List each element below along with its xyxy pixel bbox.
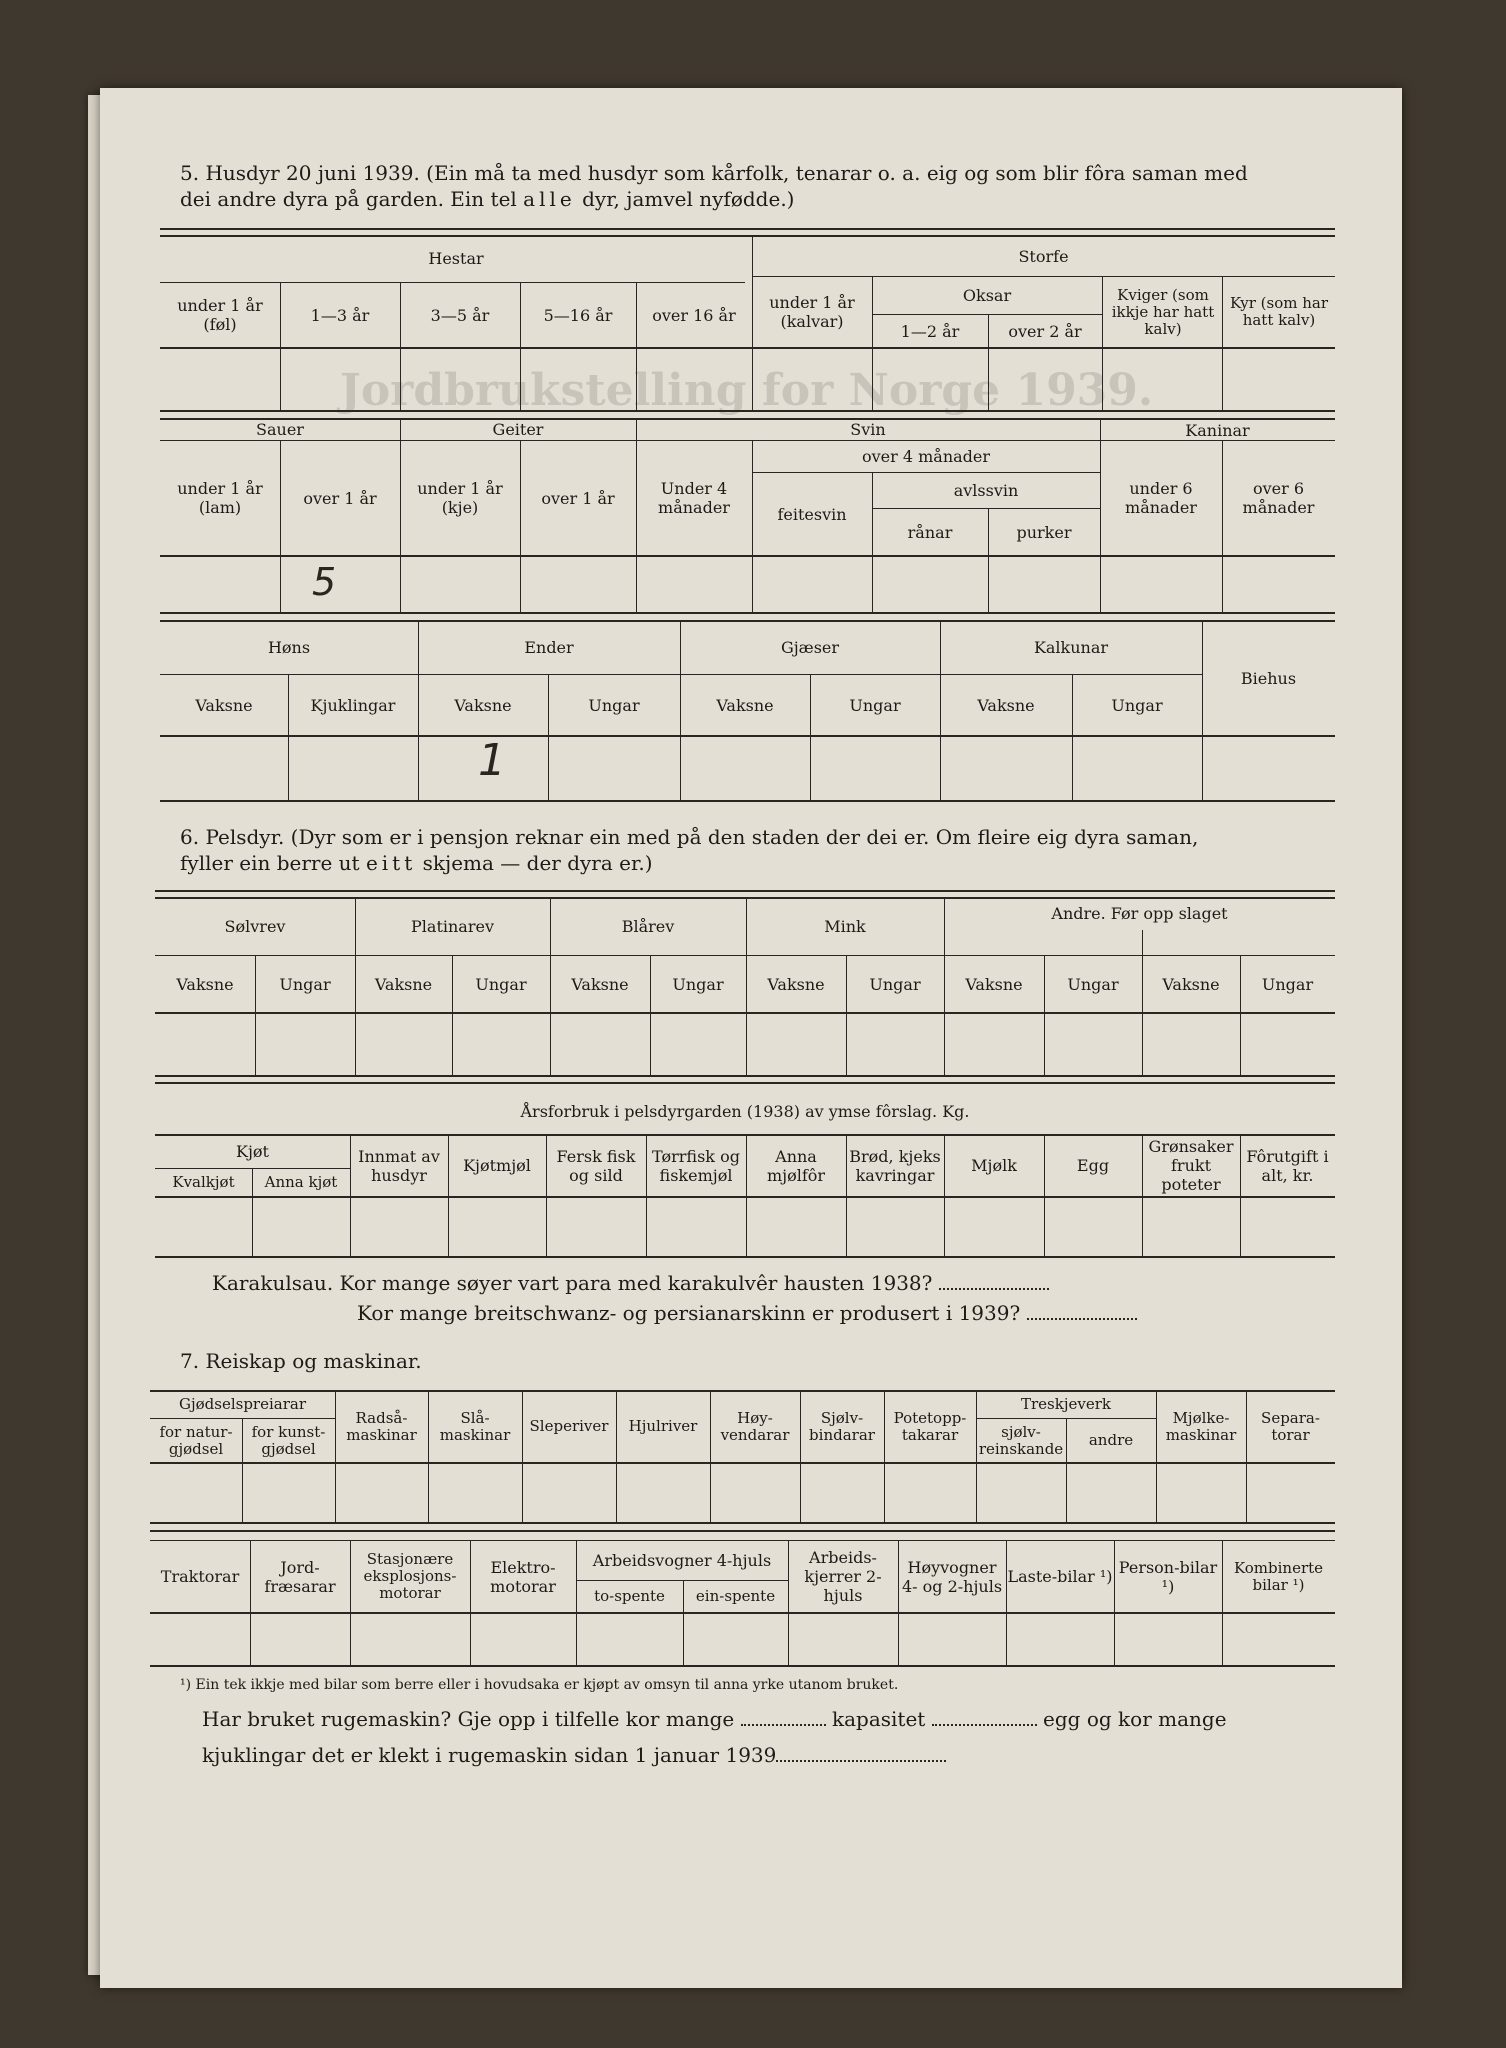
col-forutgift: Fôrutgift i alt, kr. bbox=[1246, 1146, 1329, 1185]
col-hest-5-16: 5—16 år bbox=[543, 305, 613, 325]
col-fersk-fisk: Fersk fisk og sild bbox=[556, 1146, 636, 1185]
col-kvalkjot: Kvalkjøt bbox=[172, 1173, 235, 1191]
col-mink-ungar: Ungar bbox=[869, 974, 921, 994]
col-kalkunar-ungar: Ungar bbox=[1111, 695, 1163, 715]
arsforbruk-title: Årsforbruk i pelsdyrgarden (1938) av ymse fôrslag. Kg. bbox=[520, 1101, 970, 1121]
rugemaskin-kjuklingar: kjuklingar det er klekt i rugemaskin sidan 1 januar 1939 bbox=[202, 1742, 946, 1768]
col-hest-under1: under 1 år (føl) bbox=[177, 296, 263, 334]
col-hest-1-3: 1—3 år bbox=[310, 305, 370, 325]
col-potetopptakarar: Potetopp-takarar bbox=[893, 1408, 967, 1444]
col-andre2-ungar: Ungar bbox=[1261, 974, 1314, 994]
col-sjolvreinskande: sjølv-reinskande bbox=[978, 1422, 1064, 1458]
header-svin: Svin bbox=[850, 419, 886, 439]
col-hoyvendarar: Høy-vendarar bbox=[720, 1408, 790, 1444]
header-gjaeser: Gjæser bbox=[780, 637, 840, 657]
header-blarev: Blårev bbox=[621, 916, 675, 936]
header-mink: Mink bbox=[824, 916, 866, 936]
header-sauer: Sauer bbox=[256, 419, 304, 439]
header-kaninar: Kaninar bbox=[1185, 420, 1250, 440]
col-blarev-ungar: Ungar bbox=[672, 974, 724, 994]
col-sauer-lam: under 1 år (lam) bbox=[177, 479, 263, 517]
col-geiter-kje: under 1 år (kje) bbox=[417, 479, 503, 517]
col-hons-kjuklingar: Kjuklingar bbox=[310, 695, 396, 715]
section-6-heading bbox=[180, 824, 1350, 876]
col-kviger: Kviger (som ikkje har hatt kalv) bbox=[1111, 285, 1215, 338]
col-andre1-vaksne: Vaksne bbox=[965, 974, 1023, 994]
handwritten-sauer-over1: 5 bbox=[312, 560, 337, 604]
col-personbilar: Person-bilar ¹) bbox=[1118, 1557, 1218, 1596]
col-ender-ungar: Ungar bbox=[588, 695, 640, 715]
handwritten-ender-vaksne: 1 bbox=[478, 735, 506, 786]
col-svin-under4: Under 4 månader bbox=[658, 479, 730, 517]
col-mjolk: Mjølk bbox=[971, 1156, 1017, 1175]
header-kjot: Kjøt bbox=[236, 1141, 269, 1161]
col-torrfisk: Tørrfisk og fiskemjøl bbox=[652, 1146, 740, 1185]
col-stasjonaere-motorar: Stasjonære eksplosjons-motorar bbox=[363, 1550, 457, 1602]
header-avlssvin: avlssvin bbox=[953, 480, 1019, 500]
col-hjulriver: Hjulriver bbox=[628, 1417, 698, 1435]
header-solvrev: Sølvrev bbox=[224, 916, 286, 936]
col-annakjot: Anna kjøt bbox=[264, 1173, 338, 1191]
col-jordfraesarar: Jord-fræsarar bbox=[264, 1557, 336, 1596]
col-blarev-vaksne: Vaksne bbox=[571, 974, 629, 994]
col-kjotmjol: Kjøtmjøl bbox=[463, 1156, 531, 1175]
col-oksar-over2: over 2 år bbox=[1008, 321, 1082, 341]
header-platinarev: Platinarev bbox=[411, 916, 494, 936]
header-storfe: Storfe bbox=[1018, 246, 1069, 266]
col-kanin-over6: over 6 månader bbox=[1242, 479, 1315, 517]
col-feitesvin: feitesvin bbox=[777, 504, 847, 524]
section-5-line2: dei andre dyra på garden. Ein tel alle dyr, jamvel nyfødde.) bbox=[180, 187, 795, 211]
col-naturgjodsel: for natur-gjødsel bbox=[159, 1422, 233, 1458]
col-separatorar: Separa-torar bbox=[1261, 1408, 1320, 1444]
col-mjolkemaskinar: Mjølke-maskinar bbox=[1165, 1408, 1237, 1444]
col-anna-mjolfor: Anna mjølfôr bbox=[766, 1146, 826, 1185]
header-hestar: Hestar bbox=[428, 248, 484, 268]
col-platinarev-vaksne: Vaksne bbox=[374, 974, 433, 994]
col-innmat: Innmat av husdyr bbox=[358, 1146, 440, 1185]
header-andre: Andre. Før opp slaget bbox=[1051, 903, 1228, 923]
col-kyr: Kyr (som har hatt kalv) bbox=[1229, 294, 1328, 329]
header-oksar: Oksar bbox=[962, 285, 1012, 305]
col-platinarev-ungar: Ungar bbox=[475, 974, 527, 994]
col-to-spente: to-spente bbox=[594, 1587, 665, 1605]
col-traktorar: Traktorar bbox=[160, 1567, 240, 1586]
karakul-question-2: Kor mange breitschwanz- og persianarskinn er produsert i 1939? bbox=[357, 1300, 1137, 1326]
col-hons-vaksne: Vaksne bbox=[195, 695, 253, 715]
col-gjaeser-vaksne: Vaksne bbox=[716, 695, 774, 715]
section-5-line1: 5. Husdyr 20 juni 1939. (Ein må ta med husdyr som kårfolk, tenarar o. a. eig og som blir fôra saman med bbox=[180, 161, 1248, 185]
col-ein-spente: ein-spente bbox=[695, 1587, 776, 1605]
col-egg: Egg bbox=[1076, 1156, 1110, 1175]
col-radsamaskinar: Radså-maskinar bbox=[346, 1408, 417, 1444]
header-treskjeverk: Treskjeverk bbox=[1021, 1395, 1111, 1413]
col-hest-over16: over 16 år bbox=[652, 305, 736, 325]
header-arbeidsvogner: Arbeidsvogner 4-hjuls bbox=[592, 1551, 772, 1570]
col-sleperiver: Sleperiver bbox=[529, 1417, 609, 1435]
rugemaskin-question: Har bruket rugemaskin? Gje opp i tilfelle kor mange kapasitet egg og kor mange bbox=[202, 1707, 1227, 1731]
col-solvrev-ungar: Ungar bbox=[279, 974, 331, 994]
header-gjodselspreiarar: Gjødselspreiarar bbox=[178, 1395, 306, 1413]
col-kalkunar-vaksne: Vaksne bbox=[977, 695, 1035, 715]
header-kalkunar: Kalkunar bbox=[1033, 637, 1109, 657]
col-ranar: rånar bbox=[907, 522, 953, 542]
col-geiter-over1: over 1 år bbox=[541, 488, 615, 508]
col-andre2-vaksne: Vaksne bbox=[1162, 974, 1220, 994]
col-andre1-ungar: Ungar bbox=[1067, 974, 1119, 994]
header-hons: Høns bbox=[267, 637, 311, 657]
col-gronsaker: Grønsaker frukt poteter bbox=[1148, 1137, 1234, 1194]
col-elektromotorar: Elektro-motorar bbox=[490, 1557, 556, 1596]
karakul-question-1: Karakulsau. Kor mange søyer vart para med karakulvêr hausten 1938? bbox=[212, 1270, 1049, 1296]
section-7-heading: 7. Reiskap og maskinar. bbox=[180, 1349, 422, 1373]
header-geiter: Geiter bbox=[492, 419, 544, 439]
col-sauer-over1: over 1 år bbox=[303, 488, 377, 508]
header-over4: over 4 månader bbox=[861, 446, 991, 466]
section-6-line2: fyller ein berre ut eitt skjema — der dyra er.) bbox=[180, 851, 653, 875]
col-arbeidskjerrer: Arbeids-kjerrer 2-hjuls bbox=[804, 1548, 882, 1605]
col-kunstgjodsel: for kunst-gjødsel bbox=[251, 1422, 326, 1458]
col-sjolvbindarar: Sjølv-bindarar bbox=[809, 1408, 875, 1444]
col-mink-vaksne: Vaksne bbox=[767, 974, 825, 994]
col-kombinerte-bilar: Kombinerte bilar ¹) bbox=[1233, 1558, 1324, 1594]
col-hoyvogner: Høyvogner 4- og 2-hjuls bbox=[901, 1557, 1003, 1596]
col-treskjeverk-andre: andre bbox=[1088, 1431, 1134, 1449]
col-oksar-1-2: 1—2 år bbox=[900, 321, 960, 341]
col-ender-vaksne: Vaksne bbox=[454, 695, 512, 715]
bleed-through-title: Jordbrukstelling for Norge 1939. bbox=[340, 365, 1154, 416]
header-ender: Ender bbox=[524, 637, 574, 657]
header-biehus: Biehus bbox=[1240, 668, 1297, 688]
section-6-line1: 6. Pelsdyr. (Dyr som er i pensjon reknar ein med på den staden der dei er. Om fleire eig dyra saman, bbox=[180, 825, 1199, 849]
col-storfe-kalvar: under 1 år (kalvar) bbox=[769, 293, 855, 331]
col-lastebilar: Laste-bilar ¹) bbox=[1007, 1567, 1113, 1586]
col-purker: purker bbox=[1016, 522, 1072, 542]
col-brod: Brød, kjeks kavringar bbox=[849, 1146, 941, 1185]
section-5-heading bbox=[180, 160, 1350, 212]
footnote: ¹) Ein tek ikkje med bilar som berre eller i hovudsaka er kjøpt av omsyn til anna yrke utanom bruket. bbox=[180, 1677, 899, 1693]
col-gjaeser-ungar: Ungar bbox=[849, 695, 901, 715]
col-solvrev-vaksne: Vaksne bbox=[176, 974, 234, 994]
col-kanin-under6: under 6 månader bbox=[1125, 479, 1197, 517]
col-slamaskinar: Slå-maskinar bbox=[439, 1408, 511, 1444]
col-hest-3-5: 3—5 år bbox=[430, 305, 490, 325]
